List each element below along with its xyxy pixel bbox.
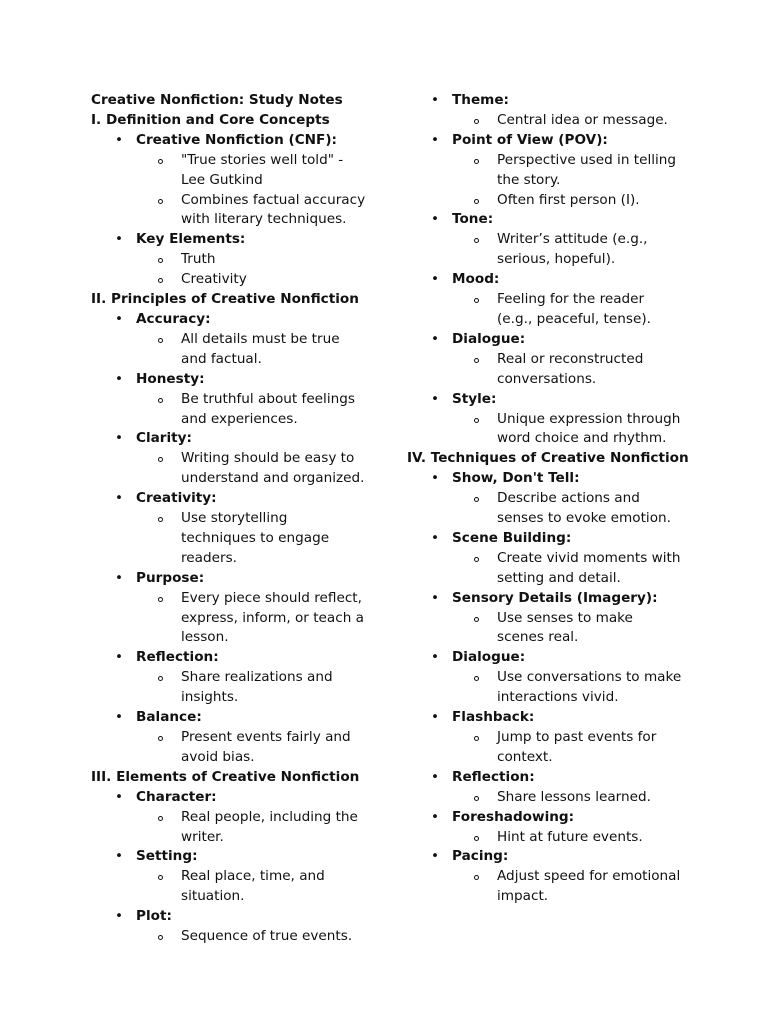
section-heading: IV. Techniques of Creative Nonfiction <box>407 450 689 467</box>
bullet-icon: • <box>430 211 440 228</box>
sub-item-text: Use storytelling techniques to engage readers. <box>181 510 330 566</box>
list-item <box>407 768 707 808</box>
circle-bullet-icon <box>474 736 479 741</box>
sub-item <box>452 828 682 848</box>
circle-bullet-icon <box>158 278 163 283</box>
item-heading-text: Dialogue: <box>452 649 526 666</box>
circle-bullet-icon <box>474 617 479 622</box>
sub-item <box>136 390 366 430</box>
sub-item-text: Share lessons learned. <box>497 788 651 805</box>
circle-bullet-icon <box>158 199 163 204</box>
item-heading-text: Accuracy: <box>136 310 211 327</box>
sub-item <box>452 410 682 450</box>
list-item <box>407 847 707 907</box>
sub-item-text: Creativity <box>181 271 247 288</box>
list-item <box>91 370 391 430</box>
item-heading-text: Balance: <box>136 709 202 726</box>
sub-item <box>452 290 682 330</box>
item-heading <box>430 847 707 867</box>
list-item <box>407 131 707 211</box>
item-heading-text: Reflection: <box>452 768 535 785</box>
sub-item <box>452 788 682 808</box>
item-heading <box>114 310 391 330</box>
sub-item-text: Real people, including the writer. <box>181 808 358 845</box>
item-heading-text: Scene Building: <box>452 529 572 546</box>
circle-bullet-icon <box>158 597 163 602</box>
sub-item-text: Unique expression through word choice and rhythm. <box>497 410 681 447</box>
circle-bullet-icon <box>474 199 479 204</box>
sub-item <box>452 489 682 529</box>
item-heading <box>430 529 707 549</box>
circle-bullet-icon <box>474 418 479 423</box>
sub-item <box>136 589 366 649</box>
bullet-icon: • <box>430 589 440 606</box>
item-heading <box>114 230 391 250</box>
sub-item-text: Use senses to make scenes real. <box>497 609 633 646</box>
sub-item-text: "True stories well told" - Lee Gutkind <box>181 151 344 188</box>
section-heading: III. Elements of Creative Nonfiction <box>91 768 360 785</box>
item-heading <box>430 210 707 230</box>
item-heading-text: Key Elements: <box>136 231 246 248</box>
sub-item-text: Truth <box>181 251 216 268</box>
bullet-icon: • <box>114 231 124 248</box>
bullet-icon: • <box>114 569 124 586</box>
item-heading <box>430 648 707 668</box>
sub-item <box>136 270 366 290</box>
item-heading <box>430 270 707 290</box>
circle-bullet-icon <box>474 497 479 502</box>
list-item <box>407 270 707 330</box>
sub-item-text: Hint at future events. <box>497 828 643 845</box>
bullet-icon: • <box>430 649 440 666</box>
item-heading-text: Point of View (POV): <box>452 131 608 148</box>
sub-item-text: Create vivid moments with setting and detail. <box>497 549 681 586</box>
item-heading <box>430 589 707 609</box>
item-heading <box>114 788 391 808</box>
sub-item-text: Sequence of true events. <box>181 928 353 945</box>
item-heading-text: Purpose: <box>136 569 205 586</box>
sub-item-text: Be truthful about feelings and experiences. <box>181 390 355 427</box>
circle-bullet-icon <box>158 517 163 522</box>
circle-bullet-icon <box>474 875 479 880</box>
item-heading <box>114 131 391 151</box>
list-item <box>407 648 707 708</box>
item-heading <box>430 330 707 350</box>
bullet-icon: • <box>430 529 440 546</box>
circle-bullet-icon <box>158 159 163 164</box>
circle-bullet-icon <box>158 816 163 821</box>
list-item <box>91 708 391 768</box>
item-heading-text: Setting: <box>136 848 198 865</box>
sub-item <box>452 151 682 191</box>
sub-item <box>136 808 366 848</box>
circle-bullet-icon <box>158 258 163 263</box>
sub-item-text: Real place, time, and situation. <box>181 868 325 905</box>
list-item <box>407 210 707 270</box>
sub-item <box>136 927 366 947</box>
sub-item-text: Use conversations to make interactions vivid. <box>497 669 682 706</box>
sub-item-text: Present events fairly and avoid bias. <box>181 729 351 765</box>
bullet-icon: • <box>430 330 440 347</box>
circle-bullet-icon <box>158 338 163 343</box>
sub-item <box>136 728 366 768</box>
bullet-icon: • <box>430 709 440 726</box>
bullet-icon: • <box>430 848 440 865</box>
item-heading <box>430 768 707 788</box>
sub-item-text: All details must be true and factual. <box>181 330 340 367</box>
sub-item <box>136 867 366 907</box>
bullet-icon: • <box>430 92 440 108</box>
list-item <box>407 708 707 768</box>
item-heading-text: Dialogue: <box>452 330 526 347</box>
item-heading-text: Creativity: <box>136 490 217 507</box>
bullet-icon: • <box>114 908 124 925</box>
circle-bullet-icon <box>158 935 163 940</box>
item-heading-text: Theme: <box>452 92 509 108</box>
sub-item-text: Jump to past events for context. <box>497 729 657 765</box>
sub-item <box>452 609 682 649</box>
sub-item <box>452 230 682 270</box>
bullet-icon: • <box>114 709 124 726</box>
circle-bullet-icon <box>158 676 163 681</box>
bullet-icon: • <box>430 808 440 825</box>
list-item <box>91 489 391 569</box>
sub-item-text: Adjust speed for emotional impact. <box>497 868 681 905</box>
item-heading <box>114 907 391 927</box>
sub-item <box>452 549 682 589</box>
sub-item <box>136 250 366 270</box>
item-heading <box>430 469 707 489</box>
sub-item <box>136 151 366 191</box>
item-heading <box>114 429 391 449</box>
sub-item <box>452 668 682 708</box>
left-column <box>91 91 391 947</box>
circle-bullet-icon <box>474 676 479 681</box>
list-item <box>407 808 707 848</box>
circle-bullet-icon <box>474 836 479 841</box>
bullet-icon: • <box>114 788 124 805</box>
sub-item <box>136 668 366 708</box>
section-heading: II. Principles of Creative Nonfiction <box>91 291 359 308</box>
sub-item-text: Central idea or message. <box>497 111 668 128</box>
item-heading-text: Clarity: <box>136 430 192 447</box>
list-item <box>407 529 707 589</box>
list-item <box>91 569 391 649</box>
sub-item <box>136 509 366 569</box>
list-item <box>91 429 391 489</box>
item-heading-text: Sensory Details (Imagery): <box>452 589 658 606</box>
bullet-icon: • <box>430 131 440 148</box>
item-heading <box>114 847 391 867</box>
sub-item-text: Describe actions and senses to evoke emotion. <box>497 490 671 527</box>
bullet-icon: • <box>430 470 440 487</box>
sub-item <box>452 867 682 907</box>
bullet-icon: • <box>114 370 124 387</box>
right-column <box>407 91 707 907</box>
bullet-icon: • <box>430 768 440 785</box>
list-item <box>407 469 707 529</box>
sub-item-text: Feeling for the reader (e.g., peaceful, tense). <box>497 291 651 327</box>
sub-item <box>452 728 682 768</box>
sub-item <box>136 449 366 489</box>
list-item <box>407 589 707 649</box>
circle-bullet-icon <box>158 398 163 403</box>
circle-bullet-icon <box>474 159 479 164</box>
item-heading-text: Flashback: <box>452 709 535 726</box>
item-heading <box>114 489 391 509</box>
item-heading <box>114 648 391 668</box>
circle-bullet-icon <box>474 557 479 562</box>
bullet-icon: • <box>114 848 124 865</box>
list-item <box>91 230 391 290</box>
item-heading-text: Character: <box>136 788 217 805</box>
sub-item <box>452 191 682 211</box>
item-heading-text: Style: <box>452 390 497 407</box>
item-heading-text: Pacing: <box>452 848 509 865</box>
item-heading-text: Reflection: <box>136 649 219 666</box>
bullet-icon: • <box>430 390 440 407</box>
circle-bullet-icon <box>474 119 479 124</box>
item-heading <box>430 91 707 111</box>
item-heading-text: Show, Don't Tell: <box>452 470 580 487</box>
item-heading-text: Foreshadowing: <box>452 808 575 825</box>
bullet-icon: • <box>430 271 440 288</box>
list-item <box>407 330 707 390</box>
sub-item <box>452 350 682 390</box>
bullet-icon: • <box>114 131 124 148</box>
sub-item-text: Real or reconstructed conversations. <box>497 350 644 387</box>
sub-item <box>136 330 366 370</box>
list-item <box>91 648 391 708</box>
circle-bullet-icon <box>474 796 479 801</box>
item-heading-text: Plot: <box>136 908 172 925</box>
list-item <box>91 131 391 231</box>
item-heading <box>430 131 707 151</box>
sub-item-text: Combines factual accuracy with literary techniques. <box>181 191 366 228</box>
sub-item-text: Often first person (I). <box>497 191 640 208</box>
list-item <box>91 907 391 947</box>
item-heading-text: Tone: <box>452 211 494 228</box>
item-heading <box>430 390 707 410</box>
item-heading <box>430 808 707 828</box>
circle-bullet-icon <box>474 358 479 363</box>
item-heading-text: Creative Nonfiction (CNF): <box>136 131 337 148</box>
sub-item-text: Perspective used in telling the story. <box>497 151 677 188</box>
sub-item <box>452 111 682 131</box>
circle-bullet-icon <box>474 298 479 303</box>
bullet-icon: • <box>114 490 124 507</box>
list-item <box>91 310 391 370</box>
item-heading-text: Mood: <box>452 271 500 288</box>
list-item <box>407 91 707 131</box>
bullet-icon: • <box>114 310 124 327</box>
list-item <box>407 390 707 450</box>
list-item <box>91 847 391 907</box>
item-heading <box>114 569 391 589</box>
circle-bullet-icon <box>158 736 163 741</box>
item-heading <box>114 370 391 390</box>
sub-item-text: Writer’s attitude (e.g., serious, hopeful). <box>497 231 648 268</box>
bullet-icon: • <box>114 649 124 666</box>
section-heading: I. Definition and Core Concepts <box>91 111 330 128</box>
circle-bullet-icon <box>158 457 163 462</box>
item-heading <box>430 708 707 728</box>
bullet-icon: • <box>114 430 124 447</box>
list-item <box>91 788 391 848</box>
sub-item-text: Share realizations and insights. <box>181 669 333 706</box>
sub-item-text: Writing should be easy to understand and organized. <box>181 450 365 487</box>
item-heading <box>114 708 391 728</box>
document-title: Creative Nonfiction: Study Notes <box>91 92 343 108</box>
sub-item <box>136 191 366 231</box>
sub-item-text: Every piece should reflect, express, inform, or teach a lesson. <box>181 589 364 646</box>
circle-bullet-icon <box>158 875 163 880</box>
item-heading-text: Honesty: <box>136 370 205 387</box>
circle-bullet-icon <box>474 238 479 243</box>
